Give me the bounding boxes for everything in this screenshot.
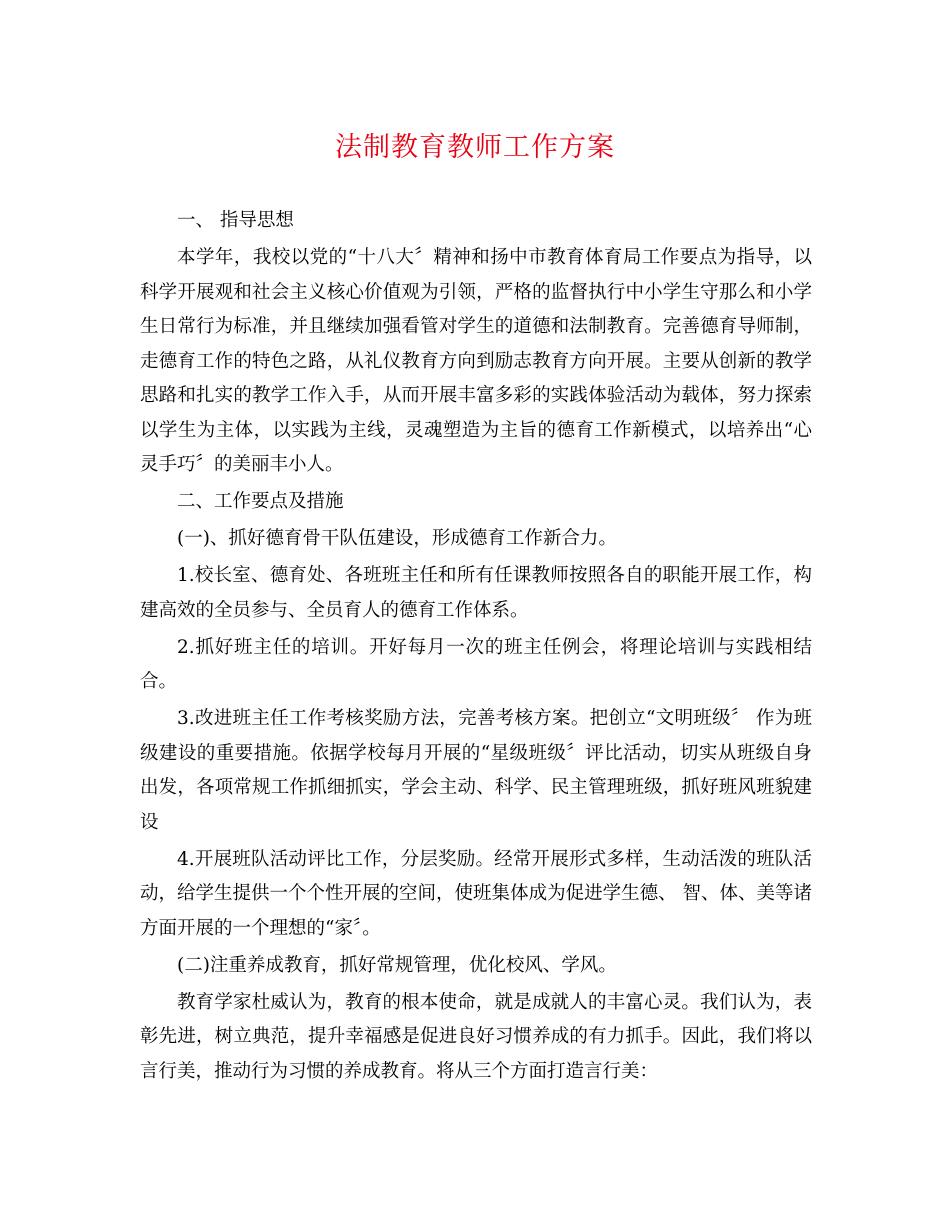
paragraph-habit-education: 教育学家杜威认为，教育的根本使命，就是成就人的丰富心灵。我们认为，表彰先进，树立典范，提升幸福感是促进良好习惯养成的有力抓手。因此，我们将以言行美，推动行为习惯的养成教育。将从三个方面打造言行美：: [140, 991, 812, 1082]
document-title: 法制教育教师工作方案: [335, 132, 615, 163]
list-item-2: 2.抓好班主任的培训。开好每月一次的班主任例会，将理论培训与实践相结合。: [140, 636, 812, 692]
section-heading-guiding-ideology: 一、 指导思想: [177, 210, 294, 231]
paragraph-guiding-ideology: 本学年，我校以党的“十八大〞精神和扬中市教育体育局工作要点为指导，以科学开展观和社会主义核心价值观为引领，严格的监督执行中小学生守那么和小学生日常行为标准，并且继续加强看管对学生的道德和法制教育。完善德育导师制，走德育工作的特色之路，从礼仪教育方向到励志教育方向开展。主要从创新的教学思路和扎实的教学工作入手，从而开展丰富多彩的实践体验活动为载体，努力探索以学生为主体，以实践为主线，灵魂塑造为主旨的德育工作新模式，以培养出“心灵手巧〞的美丽丰小人。: [140, 247, 812, 475]
list-item-1: 1.校长室、德育处、各班班主任和所有任课教师按照各自的职能开展工作，构建高效的全员参与、全员育人的德育工作体系。: [140, 565, 812, 621]
section-heading-work-points: 二、工作要点及措施: [177, 491, 344, 512]
document-body: [140, 204, 812, 1092]
subsection-heading-team-building: (一)、抓好德育骨干队伍建设，形成德育工作新合力。: [177, 528, 617, 549]
subsection-heading-habit-education: (二)注重养成教育，抓好常规管理，优化校风、学风。: [177, 954, 617, 976]
list-item-4: 4.开展班队活动评比工作，分层奖励。经常开展形式多样，生动活泼的班队活动，给学生提供一个个性开展的空间，使班集体成为促进学生德、 智、体、美等诸方面开展的一个理想的“家〞。: [140, 848, 812, 939]
list-item-3: 3.改进班主任工作考核奖励方法，完善考核方案。把创立“文明班级〞 作为班级建设的重要措施。依据学校每月开展的“星级班级〞评比活动，切实从班级自身出发，各项常规工作抓细抓实，学会主动、科学、民主管理班级，抓好班风班貌建设: [140, 708, 812, 833]
